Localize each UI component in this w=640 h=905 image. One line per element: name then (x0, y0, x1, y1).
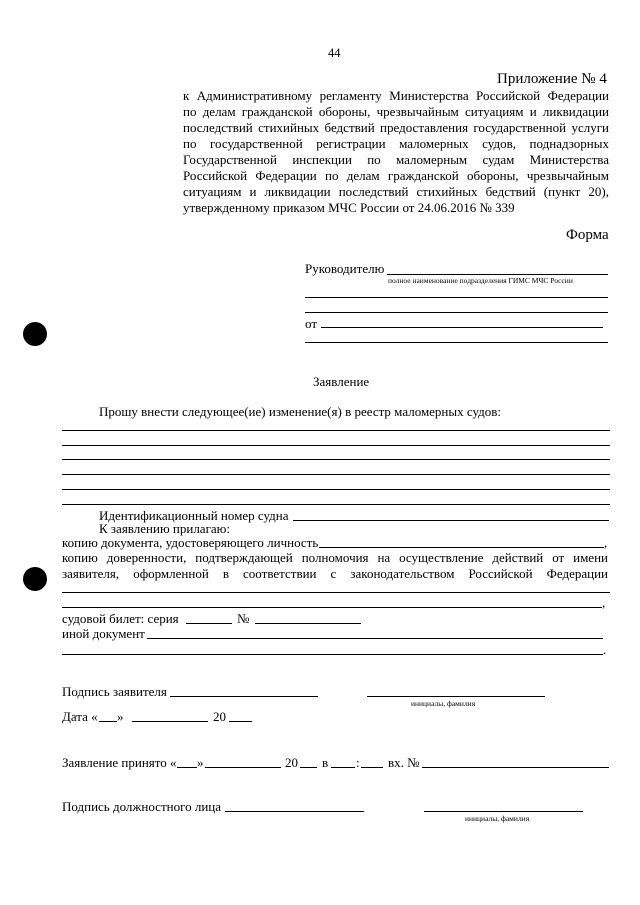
doc-identity-line[interactable] (319, 547, 604, 548)
appendix-line: последствий стихийных бедствий предоставления государственной услуги (183, 120, 609, 135)
ticket-series-line[interactable] (186, 623, 232, 624)
vessel-id-line[interactable] (293, 520, 609, 521)
accepted-month-line[interactable] (205, 767, 281, 768)
attach-label: К заявлению прилагаю: (99, 521, 231, 536)
accepted-day-line[interactable] (177, 767, 197, 768)
ticket-label: судовой билет: серия (62, 611, 179, 626)
appendix-line: утвержденному приказом МЧС России от 24.06.2016 № 339 (183, 200, 515, 215)
appendix-line: Государственной инспекции по маломерным судам Министерства (183, 152, 609, 167)
date-year-line[interactable] (229, 721, 252, 722)
accepted-minute-line[interactable] (361, 767, 383, 768)
date-label: Дата « (62, 709, 98, 724)
request-line[interactable] (62, 504, 610, 505)
incoming-label: вх. № (388, 755, 420, 770)
incoming-number-line[interactable] (422, 767, 609, 768)
page-number: 44 (328, 46, 341, 60)
official-sign-label: Подпись должностного лица (62, 799, 222, 814)
appendix-line: ситуациям и ликвидации последствий стихийных бедствий (пункт 20), (183, 184, 609, 199)
proxy-line[interactable] (62, 607, 602, 608)
to-line-2[interactable] (305, 297, 608, 298)
vessel-id-label: Идентификационный номер судна (99, 508, 289, 523)
comma: , (602, 595, 606, 610)
request-line[interactable] (62, 445, 610, 446)
ticket-number-line[interactable] (255, 623, 361, 624)
from-line-2[interactable] (305, 342, 608, 343)
applicant-sign-label: Подпись заявителя (62, 684, 167, 699)
date-year-prefix: 20 (213, 709, 226, 724)
punch-hole-top (23, 322, 47, 346)
request-line[interactable] (62, 474, 610, 475)
to-hint: полное наименование подразделения ГИМС МЧС России (388, 276, 573, 285)
comma: , (604, 535, 608, 550)
date-row (62, 709, 98, 725)
proxy-line-2: заявителя, оформленной в соответствии с законодательством Российской Федерации (62, 566, 608, 581)
appendix-line: Российской Федерации по делам гражданской обороны, чрезвычайным (183, 168, 609, 183)
appendix-title: Приложение № 4 (497, 71, 607, 87)
other-doc-line[interactable] (147, 638, 603, 639)
other-doc-label: иной документ (62, 626, 145, 641)
official-initials-line[interactable] (424, 811, 583, 812)
accepted-hour-line[interactable] (331, 767, 355, 768)
accepted-year: 20 (285, 755, 298, 770)
period: . (603, 642, 607, 657)
document-title: Заявление (313, 374, 370, 389)
official-initials-hint: инициалы, фамилия (465, 814, 530, 823)
applicant-sign-line[interactable] (170, 696, 318, 697)
appendix-block (183, 88, 609, 216)
accepted-at: в (322, 755, 329, 770)
appendix-line: по делам гражданской обороны, чрезвычайным ситуациям и ликвидации (183, 104, 609, 119)
applicant-initials-line[interactable] (367, 696, 545, 697)
ticket-number-label: № (237, 611, 250, 626)
accepted-close: » (197, 755, 204, 770)
date-day-line[interactable] (99, 721, 117, 722)
punch-hole-bottom (23, 567, 47, 591)
to-label: Руководителю (305, 261, 385, 276)
initials-hint: инициалы, фамилия (411, 699, 476, 708)
request-line[interactable] (62, 489, 610, 490)
from-label: от (305, 316, 318, 331)
official-sign-line[interactable] (225, 811, 364, 812)
date-month-line[interactable] (132, 721, 208, 722)
proxy-line[interactable] (62, 592, 610, 593)
appendix-line: к Административному регламенту Министерства Российской Федерации (183, 88, 609, 103)
accepted-colon: : (356, 755, 360, 770)
from-line[interactable] (321, 327, 603, 328)
other-doc-line-2[interactable] (62, 654, 603, 655)
request-text: Прошу внести следующее(ие) изменение(я) в реестр маломерных судов: (99, 404, 502, 419)
request-line[interactable] (62, 459, 610, 460)
appendix-line: по государственной регистрации маломерных судов, поднадзорных (183, 136, 609, 151)
form-label: Форма (566, 227, 609, 243)
accepted-year-line[interactable] (300, 767, 317, 768)
accepted-label: Заявление принято « (62, 755, 177, 770)
date-close: » (117, 709, 124, 724)
to-line[interactable] (387, 274, 608, 275)
proxy-line-1: копию доверенности, подтверждающей полномочия на осуществление действий от имени (62, 550, 608, 565)
request-line[interactable] (62, 430, 610, 431)
to-line-3[interactable] (305, 312, 608, 313)
doc-identity-label: копию документа, удостоверяющего личность (62, 535, 319, 550)
